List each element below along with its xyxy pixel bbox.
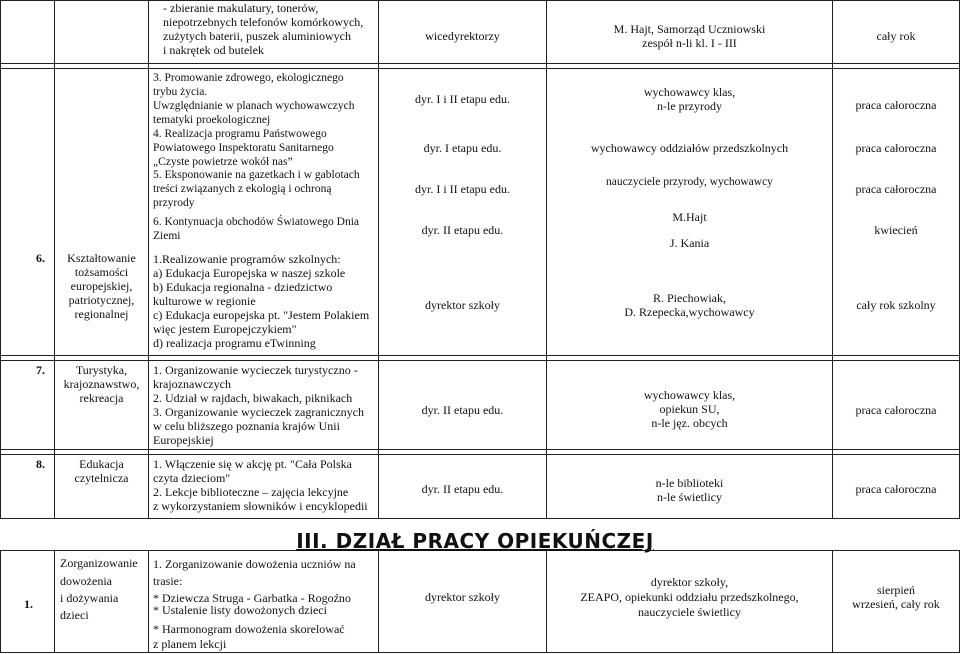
task-line: b) Edukacja regionalna - dziedzictwo bbox=[153, 280, 333, 294]
column-divider-line bbox=[0, 550, 1, 653]
task-line: trybu życia. bbox=[153, 86, 208, 98]
area-line: Kształtowanie bbox=[67, 251, 136, 265]
supervisor-cell: dyrektor szkoły bbox=[425, 590, 500, 604]
supervisor-cell: dyr. II etapu edu. bbox=[421, 403, 504, 417]
deadline-cell: praca całoroczna bbox=[855, 482, 937, 496]
deadline-cell: cały rok szkolny bbox=[856, 298, 936, 312]
executor-line: n-le przyrody bbox=[657, 99, 722, 113]
task-line: krajoznawczych bbox=[153, 377, 231, 391]
task-line: 3. Organizowanie wycieczek zagranicznych bbox=[153, 405, 365, 419]
executor-line: nauczyciele świetlicy bbox=[638, 605, 741, 619]
task-line: 1.Realizowanie programów szkolnych: bbox=[153, 252, 341, 266]
area-line: patriotycznej, bbox=[68, 293, 135, 307]
task-line: - zbieranie makulatury, tonerów, bbox=[163, 1, 319, 15]
task-line: zużytych baterii, puszek aluminiowych bbox=[163, 29, 351, 43]
deadline-cell: praca całoroczna bbox=[855, 98, 937, 112]
executor-line: D. Rzepecka,wychowawcy bbox=[624, 305, 755, 319]
task-line: trasie: bbox=[153, 574, 183, 588]
task-line: * Ustalenie listy dowożonych dzieci bbox=[153, 603, 327, 617]
area-line: tożsamości bbox=[74, 265, 129, 279]
executor-line: zespół n-li kl. I - III bbox=[642, 36, 737, 50]
column-divider-line bbox=[54, 550, 55, 653]
row-divider-line bbox=[0, 360, 960, 361]
row-divider-line bbox=[0, 63, 960, 64]
row-divider-line bbox=[0, 68, 960, 69]
section-heading: III. DZIAŁ PRACY OPIEKUŃCZEJ bbox=[296, 529, 654, 553]
area-line: i dożywania bbox=[60, 591, 119, 605]
executor-line: wychowawcy klas, bbox=[643, 388, 736, 402]
area-line: europejskiej, bbox=[70, 279, 133, 293]
area-line: rekreacja bbox=[79, 391, 124, 405]
area-line: Zorganizowanie bbox=[60, 556, 138, 570]
task-line: 1. Zorganizowanie dowożenia uczniów na bbox=[153, 557, 356, 571]
task-line: niepotrzebnych telefonów komórkowych, bbox=[163, 15, 364, 29]
executor-line: n-le świetlicy bbox=[657, 490, 722, 504]
supervisor-cell: dyr. I etapu edu. bbox=[423, 141, 502, 155]
task-line: 1. Organizowanie wycieczek turystyczno - bbox=[153, 363, 358, 377]
task-line: 3. Promowanie zdrowego, ekologicznego bbox=[153, 72, 344, 84]
column-divider-line bbox=[148, 550, 149, 653]
area-line: dowożenia bbox=[60, 574, 112, 588]
deadline-line: wrzesień, cały rok bbox=[852, 597, 940, 611]
task-line: w celu bliższego poznania krajów Unii bbox=[153, 419, 340, 433]
task-line: 4. Realizacja programu Państwowego bbox=[153, 128, 327, 140]
task-line: „Czyste powietrze wokół nas” bbox=[153, 156, 293, 168]
task-line: 2. Udział w rajdach, biwakach, piknikach bbox=[153, 391, 353, 405]
area-line: dzieci bbox=[60, 608, 89, 622]
supervisor-cell: dyrektor szkoły bbox=[425, 298, 500, 312]
area-line: czytelnicza bbox=[74, 471, 129, 485]
table-border-bottom-line bbox=[0, 652, 960, 653]
task-line: z wykorzystaniem słowników i encyklopedii bbox=[153, 499, 368, 513]
row-number: 1. bbox=[24, 597, 33, 611]
task-line: kulturowe w regionie bbox=[153, 294, 256, 308]
executor-line: wychowawcy klas, bbox=[643, 85, 736, 99]
executor-line: n-le jęz. obcych bbox=[651, 416, 728, 430]
table-border-top-line bbox=[0, 0, 960, 1]
executor-line: R. Piechowiak, bbox=[653, 291, 726, 305]
row-divider-line bbox=[0, 355, 960, 356]
executor-line: M. Hajt, Samorząd Uczniowski bbox=[613, 22, 766, 36]
column-divider-line bbox=[378, 0, 379, 519]
task-line: więc jestem Europejczykiem" bbox=[153, 322, 297, 336]
area-line: krajoznawstwo, bbox=[63, 377, 140, 391]
column-divider-line bbox=[832, 0, 833, 519]
task-line: treści związanych z ekologią i ochroną bbox=[153, 183, 332, 195]
task-line: przyrody bbox=[153, 197, 195, 209]
deadline-cell: praca całoroczna bbox=[855, 182, 937, 196]
supervisor-cell: wicedyrektorzy bbox=[425, 29, 500, 43]
row-divider-line bbox=[0, 449, 960, 450]
task-line: * Harmonogram dowożenia skorelować bbox=[153, 622, 345, 636]
row-number: 7. bbox=[36, 363, 45, 377]
row-divider-line bbox=[0, 454, 960, 455]
row-number: 8. bbox=[36, 457, 45, 471]
executor-line: n-le biblioteki bbox=[655, 476, 724, 490]
task-line: 1. Włączenie się w akcję pt. "Cała Polska bbox=[153, 457, 352, 471]
deadline-cell: praca całoroczna bbox=[855, 403, 937, 417]
deadline-line: sierpień bbox=[877, 583, 915, 597]
executor-line: opiekun SU, bbox=[659, 402, 720, 416]
executor-line: nauczyciele przyrody, wychowawcy bbox=[606, 176, 773, 188]
supervisor-cell: dyr. I i II etapu edu. bbox=[415, 92, 510, 106]
deadline-cell: cały rok bbox=[876, 29, 916, 43]
supervisor-cell: dyr. II etapu edu. bbox=[421, 482, 504, 496]
executor-line: dyrektor szkoły, bbox=[650, 575, 729, 589]
area-line: Turystyka, bbox=[75, 363, 128, 377]
task-line: z planem lekcji bbox=[153, 637, 227, 651]
task-line: c) Edukacja europejska pt. "Jestem Polakiem bbox=[153, 308, 370, 322]
task-line: 6. Kontynuacja obchodów Światowego Dnia bbox=[153, 216, 360, 228]
task-line: Uwzględnianie w planach wychowawczych bbox=[153, 100, 355, 112]
task-line: i nakrętek od butelek bbox=[163, 43, 264, 57]
executor-line: M.Hajt bbox=[672, 210, 707, 224]
task-line: tematyki proekologicznej bbox=[153, 114, 271, 126]
task-line: * Dziewcza Struga - Garbatka - Rogoźno bbox=[153, 591, 351, 605]
deadline-cell: kwiecień bbox=[874, 223, 918, 237]
deadline-cell: praca całoroczna bbox=[855, 141, 937, 155]
executor-line: ZEAPO, opiekunki oddziału przedszkolnego, bbox=[580, 590, 799, 604]
column-divider-line bbox=[546, 0, 547, 519]
column-divider-line bbox=[148, 0, 149, 519]
task-line: 5. Eksponowanie na gazetkach i w gablotach bbox=[153, 169, 360, 181]
task-line: 2. Lekcje biblioteczne – zajęcia lekcyjne bbox=[153, 485, 349, 499]
executor-line: J. Kania bbox=[669, 236, 710, 250]
supervisor-cell: dyr. II etapu edu. bbox=[421, 223, 504, 237]
task-line: a) Edukacja Europejska w naszej szkole bbox=[153, 266, 346, 280]
task-line: d) realizacja programu eTwinning bbox=[153, 336, 316, 350]
task-line: Ziemi bbox=[153, 230, 181, 242]
task-line: Europejskiej bbox=[153, 433, 214, 447]
row-number: 6. bbox=[36, 251, 45, 265]
area-line: Edukacja bbox=[79, 457, 124, 471]
supervisor-cell: dyr. I i II etapu edu. bbox=[415, 182, 510, 196]
task-line: czyta dzieciom" bbox=[153, 471, 231, 485]
area-line: regionalnej bbox=[74, 307, 129, 321]
column-divider-line bbox=[0, 0, 1, 519]
task-line: Powiatowego Inspektoratu Sanitarnego bbox=[153, 142, 334, 154]
executor-line: wychowawcy oddziałów przedszkolnych bbox=[590, 141, 789, 155]
row-divider-line bbox=[0, 518, 960, 519]
